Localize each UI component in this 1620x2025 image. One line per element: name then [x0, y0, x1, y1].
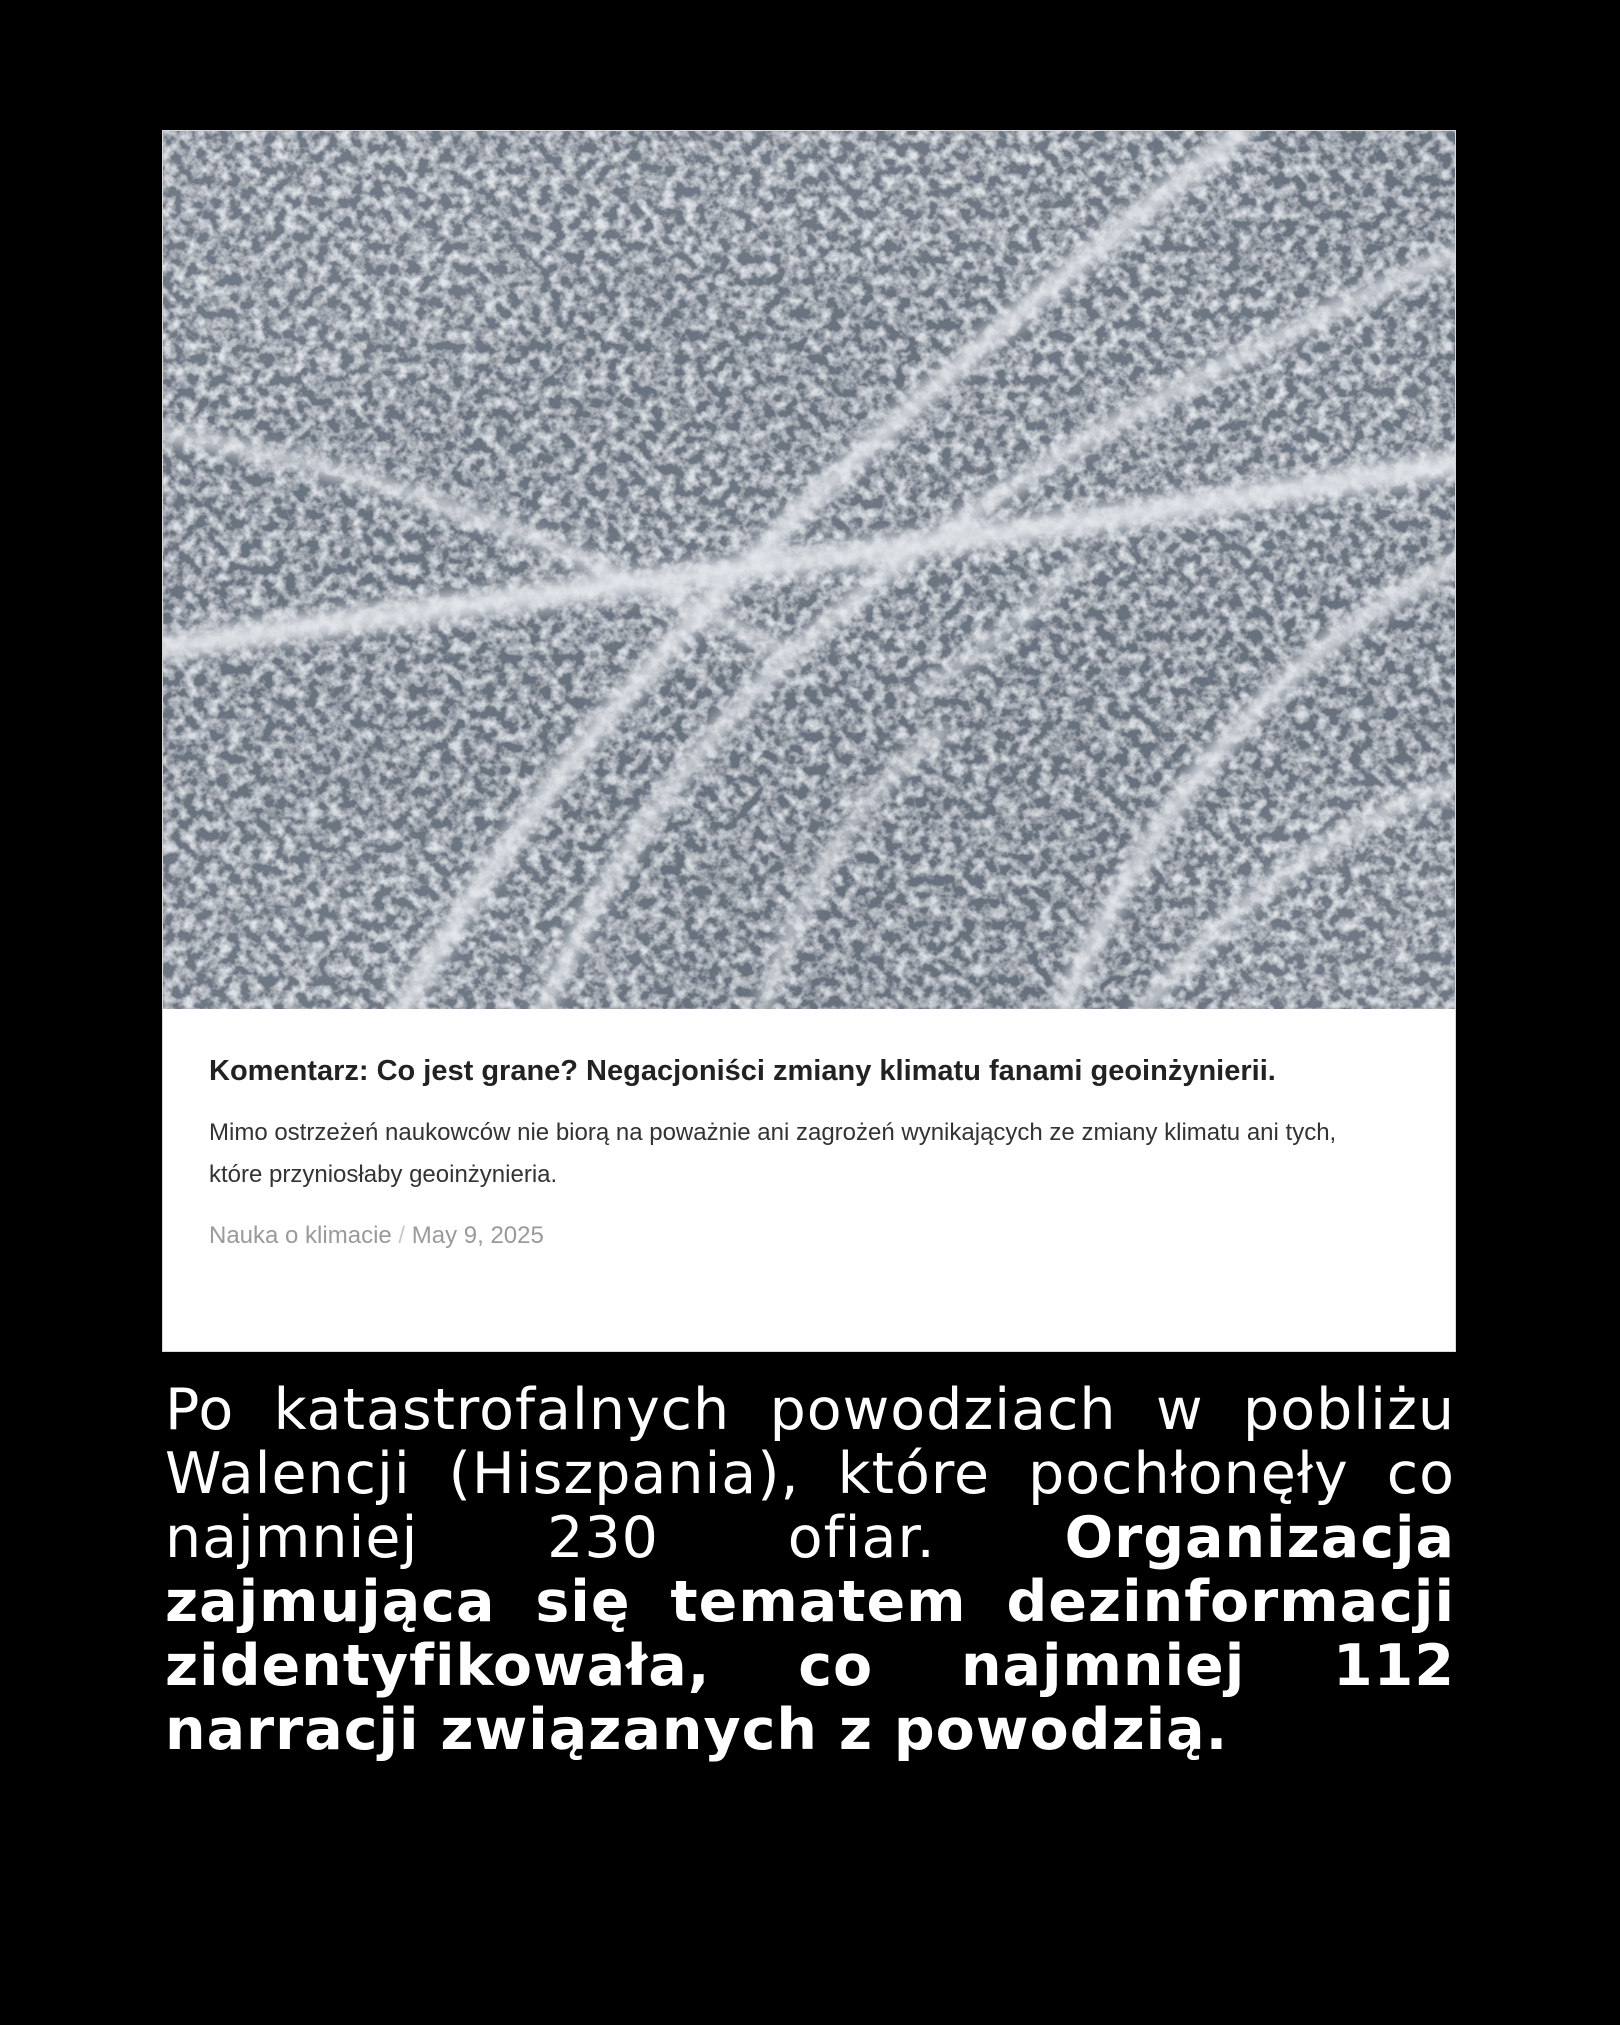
article-date: May 9, 2025	[411, 1222, 544, 1249]
article-summary: Mimo ostrzeżeń naukowców nie biorą na poważnie ani zagrożeń wynikających ze zmiany klimatu ani tych, które przyniosłaby geoinżynieria.	[209, 1119, 1337, 1188]
article-category[interactable]: Nauka o klimacie	[209, 1222, 392, 1249]
caption-bold: Organizacja zajmująca się tematem dezinformacji zidentyfikowała, co najmniej 112 narracji związanych z powodzią.	[165, 1505, 1456, 1763]
article-card[interactable]	[162, 130, 1456, 1352]
article-title[interactable]: Komentarz: Co jest grane? Negacjoniści zmiany klimatu fanami geoinżynierii.	[209, 1055, 1276, 1087]
meta-separator: /	[398, 1222, 406, 1249]
caption-text	[165, 1378, 1455, 1762]
satellite-cloud-image[interactable]	[163, 131, 1455, 1009]
caption-regular: Po katastrofalnych powodziach w pobliżu Walencji (Hiszpania), które pochłonęły co najmniej 230 ofiar.	[165, 1377, 1455, 1571]
article-meta	[209, 1222, 1395, 1250]
cloud-texture-graphic	[163, 131, 1455, 1009]
article-text	[209, 1046, 1395, 1250]
